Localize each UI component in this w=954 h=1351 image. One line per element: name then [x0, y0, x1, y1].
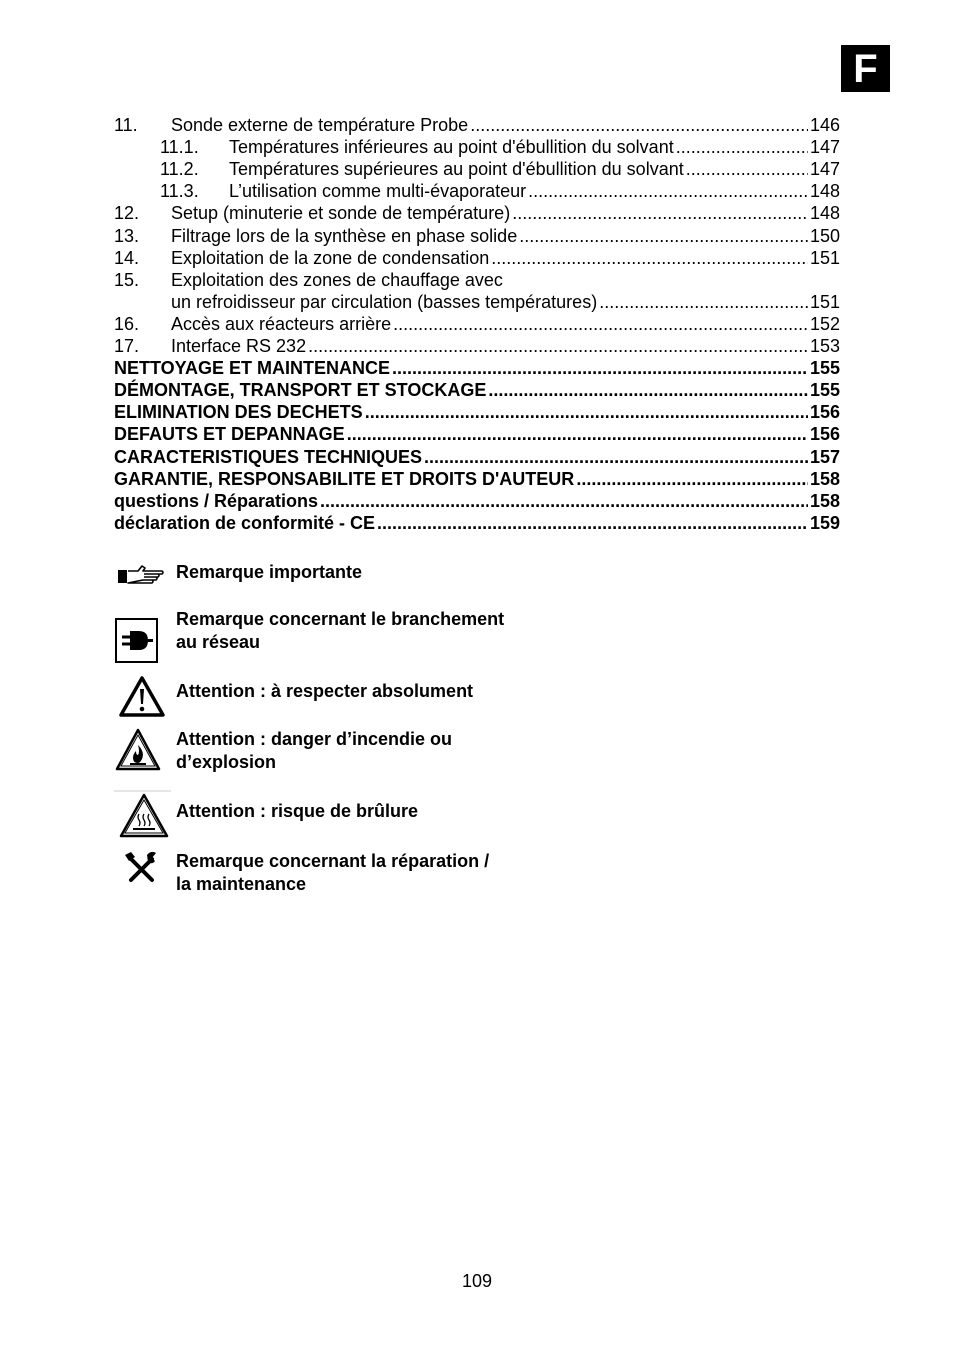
- toc-title: DEFAUTS ET DEPANNAGE: [114, 424, 345, 445]
- toc-dot-leader: [470, 115, 808, 135]
- toc-page: 159: [809, 512, 840, 533]
- toc-row: [114, 489, 840, 511]
- toc-dot-leader: [599, 292, 808, 312]
- legend-item-fire: [114, 728, 634, 778]
- toc-title: L’utilisation comme multi-évaporateur: [229, 181, 527, 202]
- toc-row: [114, 467, 840, 489]
- toc-dot-leader: [320, 491, 808, 511]
- toc-page: 146: [809, 115, 840, 136]
- toc-row: [114, 334, 840, 356]
- toc-page: 156: [809, 424, 840, 445]
- legend-line: la maintenance: [176, 873, 307, 894]
- toc-page: 158: [809, 468, 840, 489]
- toc-title: Exploitation de la zone de condensation: [171, 247, 490, 268]
- toc-page: 153: [809, 336, 840, 357]
- warning-triangle-icon: [119, 676, 165, 723]
- toc-title: Températures inférieures au point d'ébullition du solvant: [229, 137, 674, 158]
- toc-page: 148: [809, 181, 840, 202]
- toc-row: [114, 179, 840, 201]
- toc-row: [114, 223, 840, 245]
- toc-dot-leader: [519, 226, 808, 246]
- toc-dot-leader: [424, 447, 808, 467]
- toc-page: 151: [809, 247, 840, 268]
- legend-text: [176, 561, 636, 584]
- toc-title: Interface RS 232: [171, 336, 307, 357]
- toc-title: Températures supérieures au point d'ébullition du solvant: [229, 159, 684, 180]
- legend-line: Attention : danger d’incendie ou: [176, 729, 452, 749]
- legend-item-warning: [114, 678, 634, 720]
- toc-dot-leader: [488, 380, 808, 400]
- toc-title: un refroidisseur par circulation (basses températures): [171, 291, 598, 312]
- toc-page: 158: [809, 490, 840, 511]
- toc-row: [114, 201, 840, 223]
- toc-dot-leader: [377, 513, 808, 533]
- toc-row: [114, 400, 840, 422]
- toc-number: 11.1.: [160, 137, 199, 158]
- pointing-hand-icon: [114, 562, 166, 591]
- tools-icon: [122, 850, 160, 889]
- toc-row: [114, 290, 840, 312]
- table-of-contents: [114, 113, 840, 533]
- toc-dot-leader: [528, 181, 808, 201]
- toc-number: 12.: [114, 203, 140, 224]
- toc-row: [114, 378, 840, 400]
- toc-title: DÉMONTAGE, TRANSPORT ET STOCKAGE: [114, 380, 487, 401]
- toc-number: 17.: [114, 336, 140, 357]
- toc-title: Filtrage lors de la synthèse en phase solide: [171, 225, 518, 246]
- toc-page: 147: [809, 137, 840, 158]
- toc-page: 147: [809, 159, 840, 180]
- toc-title: ELIMINATION DES DECHETS: [114, 402, 363, 423]
- toc-number: 11.: [114, 115, 138, 136]
- legend-line: Remarque concernant le branchement: [176, 609, 505, 629]
- legend-text: [176, 800, 636, 823]
- toc-row: [114, 157, 840, 179]
- hot-surface-warning-icon: [114, 790, 172, 845]
- legend-item-repair: [114, 848, 634, 898]
- toc-title: Sonde externe de température Probe: [171, 115, 469, 136]
- toc-title: GARANTIE, RESPONSABILITE ET DROITS D'AUTEUR: [114, 468, 575, 489]
- fire-warning-icon: [115, 728, 161, 777]
- toc-dot-leader: [392, 358, 808, 378]
- toc-row: [114, 268, 840, 290]
- toc-row: [114, 113, 840, 135]
- toc-dot-leader: [576, 469, 808, 489]
- legend-line: d’explosion: [176, 751, 277, 772]
- toc-title: NETTOYAGE ET MAINTENANCE: [114, 358, 391, 379]
- toc-number: 11.3.: [160, 181, 199, 202]
- toc-title: Exploitation des zones de chauffage avec: [171, 269, 503, 290]
- toc-title: déclaration de conformité - CE: [114, 512, 376, 533]
- toc-number: 11.2.: [160, 159, 199, 180]
- toc-dot-leader: [491, 248, 808, 268]
- toc-row: [114, 312, 840, 334]
- toc-title: questions / Réparations: [114, 490, 319, 511]
- toc-row: [114, 444, 840, 466]
- toc-number: 16.: [114, 313, 140, 334]
- legend-item-power: [114, 608, 634, 664]
- toc-dot-leader: [676, 137, 808, 157]
- toc-page: 152: [809, 313, 840, 334]
- legend-text: [176, 608, 636, 653]
- toc-title: Accès aux réacteurs arrière: [171, 313, 392, 334]
- toc-number: 15.: [114, 269, 140, 290]
- toc-title: CARACTERISTIQUES TECHNIQUES: [114, 446, 423, 467]
- toc-title: Setup (minuterie et sonde de température): [171, 203, 511, 224]
- toc-dot-leader: [365, 402, 808, 422]
- toc-row: [114, 511, 840, 533]
- toc-row: [114, 135, 840, 157]
- legend-line: Remarque concernant la réparation /: [176, 851, 490, 871]
- toc-dot-leader: [308, 336, 808, 356]
- toc-page: 150: [809, 225, 840, 246]
- legend-line: Attention : risque de brûlure: [176, 801, 419, 821]
- toc-dot-leader: [393, 314, 808, 334]
- legend-line: Remarque importante: [176, 562, 363, 582]
- toc-number: 13.: [114, 225, 140, 246]
- toc-page: 151: [809, 291, 840, 312]
- toc-dot-leader: [512, 203, 808, 223]
- legend-text: [176, 850, 636, 895]
- legend-text: [176, 680, 636, 703]
- toc-row: [114, 356, 840, 378]
- toc-number: 14.: [114, 247, 140, 268]
- legend-line: Attention : à respecter absolument: [176, 681, 474, 701]
- toc-page: 157: [809, 446, 840, 467]
- toc-page: 148: [809, 203, 840, 224]
- power-plug-icon: [115, 618, 159, 669]
- toc-dot-leader: [686, 159, 808, 179]
- language-tab: F: [841, 45, 890, 92]
- toc-page: 155: [809, 358, 840, 379]
- page-number: 109: [461, 1271, 493, 1291]
- legend-line: au réseau: [176, 631, 261, 652]
- toc-row: [114, 246, 840, 268]
- legend-item-burn: [114, 790, 634, 842]
- toc-page: 156: [809, 402, 840, 423]
- legend-text: [176, 728, 636, 773]
- toc-dot-leader: [347, 424, 808, 444]
- toc-row: [114, 422, 840, 444]
- legend-item-important: [114, 556, 634, 596]
- toc-page: 155: [809, 380, 840, 401]
